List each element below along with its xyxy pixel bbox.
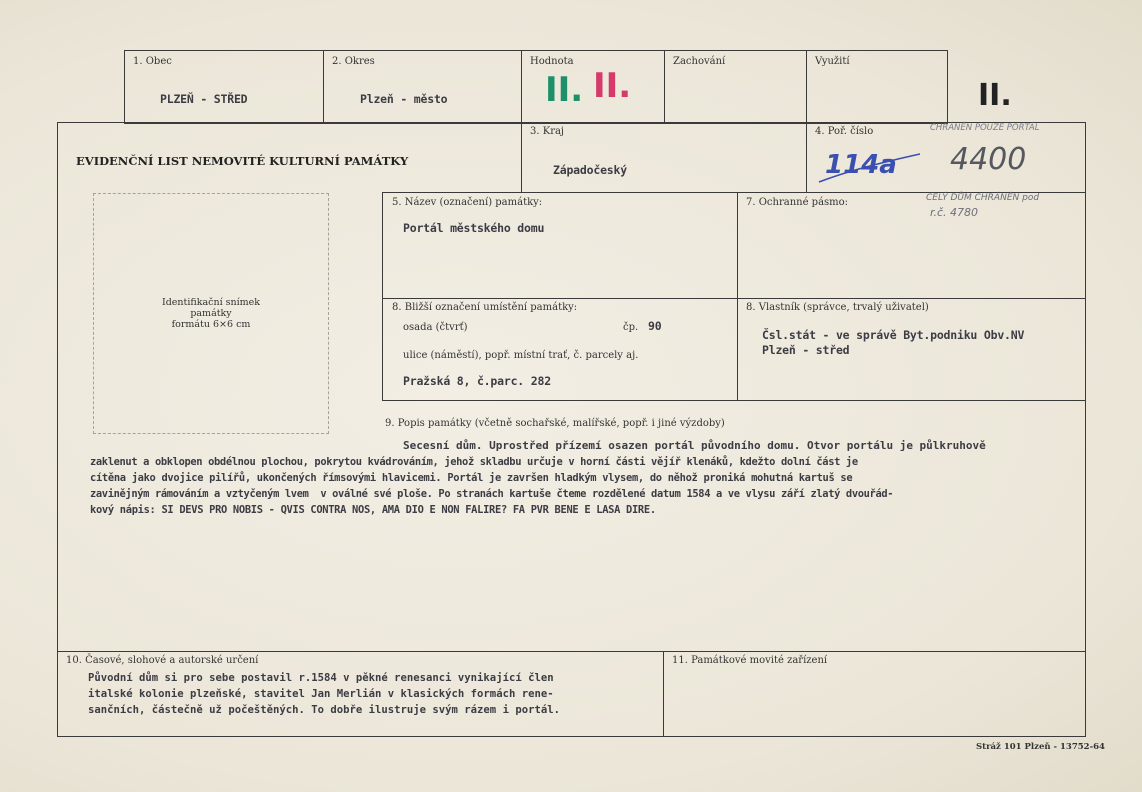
divider bbox=[382, 400, 1086, 401]
ochranne-note-2: r.č. 4780 bbox=[930, 206, 979, 219]
kraj-value: Západočeský bbox=[553, 163, 627, 177]
divider bbox=[737, 192, 738, 400]
casove-line-3: sančních, částečně už počeštěných. To dobře ilustruje svým rázem i portál. bbox=[88, 704, 560, 716]
cp-label: čp. bbox=[623, 322, 639, 333]
vyuziti-mark: II. bbox=[978, 78, 1012, 113]
popis-line-3: cítěna jako dvojice pilířů, ukončených římsovými hlavicemi. Portál je završen hladkým vlysem, do něhož proniká mohutná kartuš se bbox=[90, 472, 853, 484]
vlastnik-line-2: Plzeň - střed bbox=[762, 343, 850, 357]
casove-line-1: Původní dům si pro sebe postavil r.1584 v pěkné renesanci vynikající člen bbox=[88, 672, 554, 684]
divider bbox=[806, 50, 807, 124]
divider bbox=[323, 50, 324, 124]
casove-line-2: italské kolonie plzeňské, stavitel Jan Merlián v klasických formách rene- bbox=[88, 688, 554, 700]
divider bbox=[663, 651, 664, 737]
por-cislo-note: CHRÁNĚN POUZE PORTÁL bbox=[930, 123, 1040, 133]
popis-line-2: zaklenut a obklopen obdélnou plochou, pokrytou kvádrováním, jehož skladbu určuje v horní části vějíř klenáků, kdežto dolní část je bbox=[90, 456, 858, 468]
hodnota-green-mark: II. bbox=[545, 70, 584, 110]
okres-label: 2. Okres bbox=[332, 56, 375, 67]
nazev-label: 5. Název (označení) památky: bbox=[392, 197, 543, 208]
hodnota-red-mark: II. bbox=[593, 66, 632, 106]
divider bbox=[521, 50, 522, 124]
divider bbox=[382, 298, 1086, 299]
cp-value: 90 bbox=[648, 319, 662, 333]
nazev-value: Portál městského domu bbox=[403, 221, 545, 235]
vlastnik-label: 8. Vlastník (správce, trvalý uživatel) bbox=[746, 302, 929, 313]
zachovani-label: Zachování bbox=[673, 56, 726, 67]
popis-label: 9. Popis památky (včetně sochařské, malířské, popř. i jiné výzdoby) bbox=[385, 418, 725, 429]
divider bbox=[521, 122, 522, 192]
ulice-value: Pražská 8, č.parc. 282 bbox=[403, 374, 551, 388]
okres-value: Plzeň - město bbox=[360, 92, 448, 106]
form-title: EVIDENČNÍ LIST NEMOVITÉ KULTURNÍ PAMÁTKY bbox=[76, 154, 409, 168]
hodnota-label: Hodnota bbox=[530, 56, 574, 67]
ochranne-note-1: CELÝ DŮM CHRÁNĚN pod bbox=[926, 193, 1040, 203]
por-cislo-label: 4. Poř. číslo bbox=[815, 126, 874, 137]
photo-caption-3: formátu 6×6 cm bbox=[171, 319, 251, 330]
casove-label: 10. Časové, slohové a autorské určení bbox=[66, 655, 259, 666]
por-cislo-value: 4400 bbox=[950, 142, 1027, 177]
popis-line-5: kový nápis: SI DEVS PRO NOBIS - QVIS CONTRA NOS, AMA DIO E NON FALIRE? FA PVR BENE E LASA DIRE. bbox=[90, 504, 656, 516]
vyuziti-label: Využití bbox=[815, 56, 850, 67]
ochranne-label: 7. Ochranné pásmo: bbox=[746, 197, 849, 208]
obec-label: 1. Obec bbox=[133, 56, 172, 67]
popis-line-1: Secesní dům. Uprostřed přízemí osazen portál původního domu. Otvor portálu je půlkruhově bbox=[403, 439, 986, 452]
divider bbox=[382, 192, 383, 400]
ulice-label: ulice (náměstí), popř. místní trať, č. parcely aj. bbox=[403, 350, 639, 361]
divider bbox=[664, 50, 665, 124]
por-cislo-struck: 114a bbox=[825, 150, 897, 180]
photo-caption-1: Identifikační snímek bbox=[161, 297, 261, 308]
photo-caption-2: památky bbox=[190, 308, 232, 319]
divider bbox=[57, 651, 1086, 652]
printer-footer: Stráž 101 Plzeň - 13752-64 bbox=[976, 742, 1105, 752]
kraj-label: 3. Kraj bbox=[530, 126, 565, 137]
osada-label: osada (čtvrť) bbox=[403, 322, 468, 333]
divider bbox=[806, 122, 807, 192]
strike-through-mark bbox=[815, 148, 925, 188]
vlastnik-line-1: Čsl.stát - ve správě Byt.podniku Obv.NV bbox=[762, 328, 1025, 342]
obec-value: PLZEŇ - STŘED bbox=[160, 92, 248, 106]
movite-label: 11. Památkové movité zařízení bbox=[672, 655, 828, 666]
popis-line-4: zavinějným rámováním a vztyčeným lvem v oválné své ploše. Po stranách kartuše čteme rozdělené datum 1584 a ve vlysu září zlatý dvouřád- bbox=[90, 488, 894, 500]
umisteni-label: 8. Bližší označení umístění památky: bbox=[392, 302, 578, 313]
